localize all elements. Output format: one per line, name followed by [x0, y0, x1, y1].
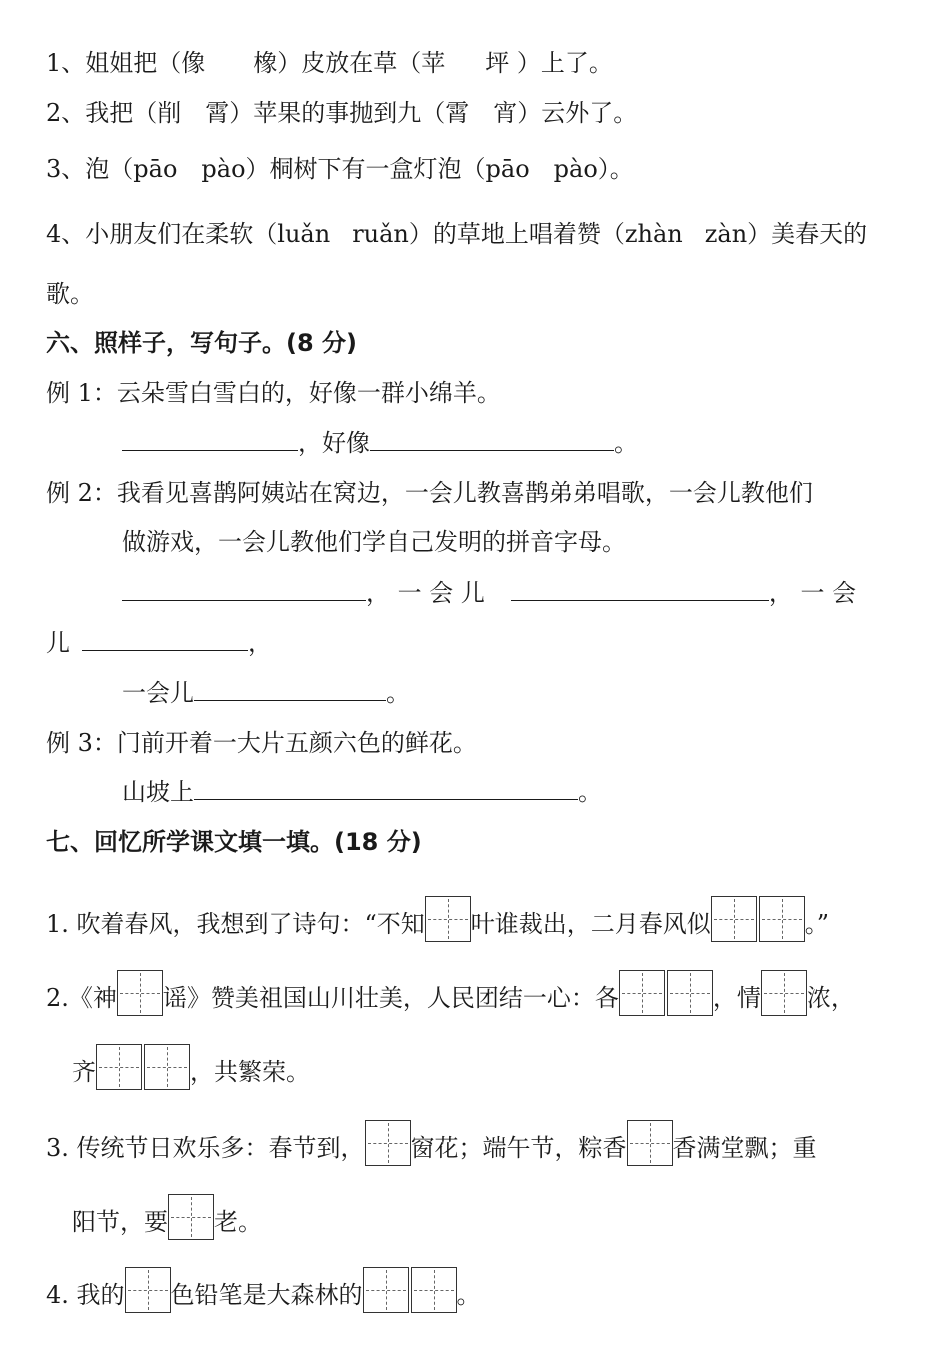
item-1: [46, 46, 613, 80]
item-4: [46, 217, 867, 251]
example-2-fill-1: [122, 576, 856, 610]
item-number: 2、: [46, 99, 86, 127]
question-text: 老。: [214, 1208, 262, 1236]
item-text: 橡）皮放在草（苹: [253, 49, 446, 77]
answer-blank[interactable]: [122, 576, 366, 601]
item-text: pào）桐树下有一盒灯泡（pāo: [201, 155, 530, 183]
example-1: [46, 376, 501, 410]
fill-text: ， 一 会: [768, 579, 857, 607]
item-text: 小朋友们在柔软（luǎn: [85, 220, 331, 248]
question-text: 窗花；端午节，粽香: [410, 1134, 627, 1162]
tian-grid-box[interactable]: [759, 896, 805, 942]
tian-grid-box[interactable]: [619, 970, 665, 1016]
example-2-fill-3: [122, 676, 410, 710]
section-6-title: 六、照样子，写句子。(8 分): [46, 329, 357, 357]
example-2: [46, 476, 813, 510]
answer-blank[interactable]: [194, 676, 386, 701]
tian-grid-box[interactable]: [411, 1267, 457, 1313]
tian-grid-box[interactable]: [365, 1120, 411, 1166]
fill-text: 。: [578, 778, 602, 806]
question-text: 齐: [72, 1058, 96, 1086]
example-text: 门前开着一大片五颜六色的鲜花。: [116, 729, 477, 757]
example-label: 例 1：: [46, 379, 117, 407]
tian-grid-box[interactable]: [125, 1267, 171, 1313]
question-text: 叶谁裁出，二月春风似: [470, 910, 711, 938]
answer-blank[interactable]: [82, 626, 248, 651]
item-number: 4、: [46, 220, 86, 248]
example-2-fill-2: [46, 626, 272, 660]
tian-grid-box[interactable]: [96, 1044, 142, 1090]
tian-grid-box[interactable]: [667, 970, 713, 1016]
question-text: 香满堂飘；重: [672, 1134, 817, 1162]
item-text: 宵）云外了。: [493, 99, 638, 127]
tian-grid-box[interactable]: [761, 970, 807, 1016]
fill-text: 一会儿: [122, 679, 194, 707]
answer-blank[interactable]: [122, 426, 298, 451]
tian-grid-box[interactable]: [711, 896, 757, 942]
tian-grid-box[interactable]: [363, 1267, 409, 1313]
question-text: 浓，: [806, 984, 855, 1012]
item-number: 1、: [46, 49, 86, 77]
fill-text: ， 一 会 儿: [366, 579, 485, 607]
question-2-cont: [72, 1044, 310, 1090]
item-3: [46, 152, 634, 186]
fill-text: 山坡上: [122, 778, 194, 806]
question-text: 谣》赞美祖国山川壮美，人民团结一心：各: [162, 984, 619, 1012]
question-text: 3. 传统节日欢乐多：春节到，: [46, 1134, 365, 1162]
item-text: 我把（削: [85, 99, 182, 127]
fill-text: 儿: [46, 629, 70, 657]
answer-blank[interactable]: [511, 576, 769, 601]
example-3: [46, 726, 477, 760]
question-2: [46, 970, 855, 1016]
item-text: pào）。: [553, 155, 634, 183]
example-3-fill: [122, 775, 602, 809]
item-4-cont: [46, 277, 94, 311]
fill-text: 。: [614, 429, 638, 457]
section-7-title: 七、回忆所学课文填一填。(18 分): [46, 828, 422, 856]
question-text: 1. 吹着春风，我想到了诗句：“不知: [46, 910, 425, 938]
answer-blank[interactable]: [194, 775, 578, 800]
tian-grid-box[interactable]: [425, 896, 471, 942]
example-text: 做游戏，一会儿教他们学自己发明的拼音字母。: [122, 528, 626, 556]
question-text: 4. 我的: [46, 1281, 125, 1309]
item-text: 霄）苹果的事抛到九（霄: [205, 99, 470, 127]
fill-text: ，: [248, 629, 272, 657]
question-text: 色铅笔是大森林的: [170, 1281, 363, 1309]
tian-grid-box[interactable]: [168, 1194, 214, 1240]
tian-grid-box[interactable]: [627, 1120, 673, 1166]
question-text: ，情: [712, 984, 761, 1012]
example-label: 例 3：: [46, 729, 117, 757]
question-text: 。”: [804, 910, 830, 938]
question-3-cont: [72, 1194, 262, 1240]
answer-blank[interactable]: [370, 426, 614, 451]
example-1-fill: [122, 426, 638, 460]
item-text: 歌。: [46, 280, 94, 308]
tian-grid-box[interactable]: [117, 970, 163, 1016]
item-2: [46, 96, 637, 130]
question-3: [46, 1120, 817, 1166]
item-text: 坪 ）上了。: [485, 49, 613, 77]
item-text: 姐姐把（像: [85, 49, 206, 77]
tian-grid-box[interactable]: [144, 1044, 190, 1090]
item-text: 泡（pāo: [85, 155, 178, 183]
fill-text: 。: [386, 679, 410, 707]
fill-text: ，好像: [298, 429, 370, 457]
question-text: ，共繁荣。: [190, 1058, 310, 1086]
example-label: 例 2：: [46, 479, 117, 507]
example-text: 云朵雪白雪白的，好像一群小绵羊。: [116, 379, 501, 407]
question-text: 2.《神: [46, 984, 117, 1012]
item-text: ruǎn）的草地上唱着赞（zhàn: [352, 220, 683, 248]
question-text: 阳节，要: [72, 1208, 168, 1236]
example-2-cont: [122, 525, 626, 559]
question-1: [46, 896, 829, 942]
question-text: 。: [456, 1281, 481, 1309]
question-4: [46, 1267, 481, 1313]
item-number: 3、: [46, 155, 86, 183]
item-text: zàn）美春天的: [704, 220, 868, 248]
example-text: 我看见喜鹊阿姨站在窝边，一会儿教喜鹊弟弟唱歌，一会儿教他们: [116, 479, 813, 507]
